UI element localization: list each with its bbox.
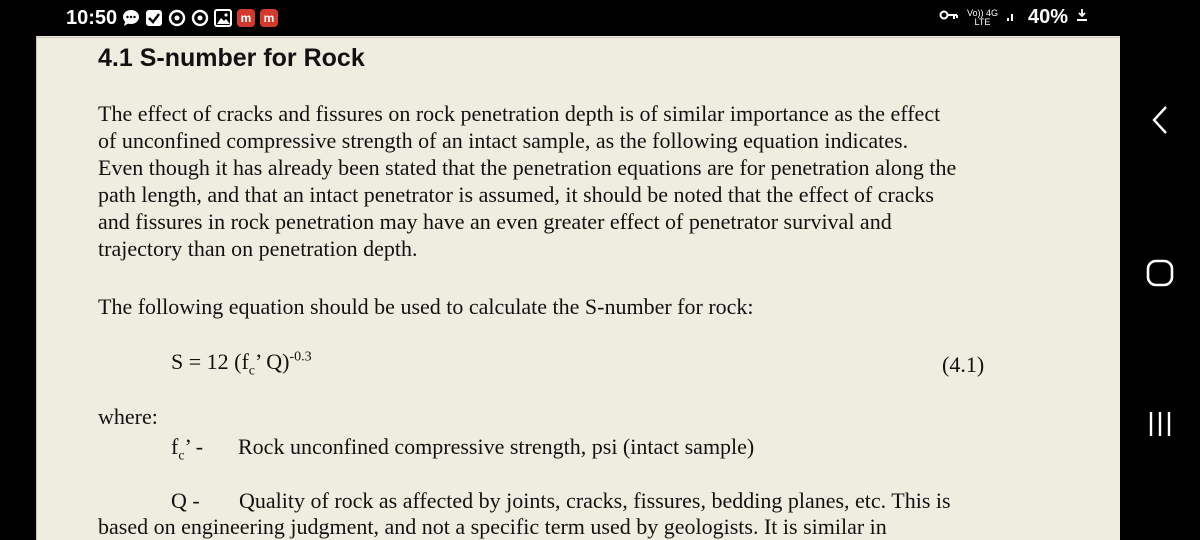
variable-fc-rest: ’ - [184,434,204,459]
status-bar [0,0,1120,36]
system-status [939,6,1088,29]
notification-icons [122,9,278,27]
where-label: where: [98,404,158,429]
variable-q: Q - [171,488,200,513]
network-type [967,9,998,27]
paragraph-line: The effect of cracks and fissures on rock penetration depth is of similar importance as the effect [98,101,941,126]
home-button[interactable] [1140,253,1180,293]
variable-fc [171,434,203,464]
paragraph-line: and fissures in rock penetration may have an even greater effect of penetrator survival and [98,209,892,234]
recents-icon [1147,409,1173,439]
paragraph-line: Even though it has already been stated that the penetration equations are for penetration along the [98,155,957,180]
home-icon [1145,258,1175,288]
intro-paragraph [98,100,1058,262]
m-app-icon: m [260,9,278,27]
network-line-2: LTE [974,16,991,27]
equation-subscript: c [248,363,256,379]
chat-bubble-icon [122,9,140,27]
continuation-line: based on engineering judgment, and not a specific term used by geologists. It is similar in [98,514,887,539]
paragraph-line: trajectory than on penetration depth. [98,236,418,261]
battery-percent: 40% [1027,6,1068,28]
variable-fc-base: f [171,434,179,459]
signal-icon [1006,8,1020,27]
vpn-key-icon [939,8,959,27]
equation-intro: The following equation should be used to calculate the S-number for rock: [98,294,754,319]
paragraph-line: of unconfined compressive strength of an intact sample, as the following equation indicates. [98,128,909,153]
variable-fc-definition: Rock unconfined compressive strength, psi (intact sample) [238,434,755,459]
variable-fc-sub: c [178,448,185,464]
equation-mid: ’ Q) [255,349,290,374]
equation-exponent: -0.3 [289,349,312,365]
back-button[interactable] [1140,100,1180,140]
circle-dot-icon [191,9,209,27]
clock-time: 10:50 [66,7,118,29]
navigation-bar [1120,0,1200,540]
page-edge-top [36,37,1120,38]
page-edge-left [36,36,37,540]
document-page[interactable] [36,36,1120,540]
check-box-icon [145,9,163,27]
section-heading: 4.1 S-number for Rock [98,44,365,72]
battery-charging-icon [1076,7,1088,28]
equation-lhs: S = 12 (f [171,349,249,374]
equation [171,349,312,379]
paragraph-line: path length, and that an intact penetrator is assumed, it should be noted that the effect of cracks [98,182,934,207]
circle-dot-icon [168,9,186,27]
network-line-1: Vo)) 4G [966,7,998,18]
equation-number: (4.1) [942,352,985,377]
m-app-icon: m [237,9,255,27]
back-icon [1150,105,1170,135]
recents-button[interactable] [1140,404,1180,444]
image-icon [214,9,232,27]
variable-q-definition: Quality of rock as affected by joints, cracks, fissures, bedding planes, etc. This is [239,488,951,513]
